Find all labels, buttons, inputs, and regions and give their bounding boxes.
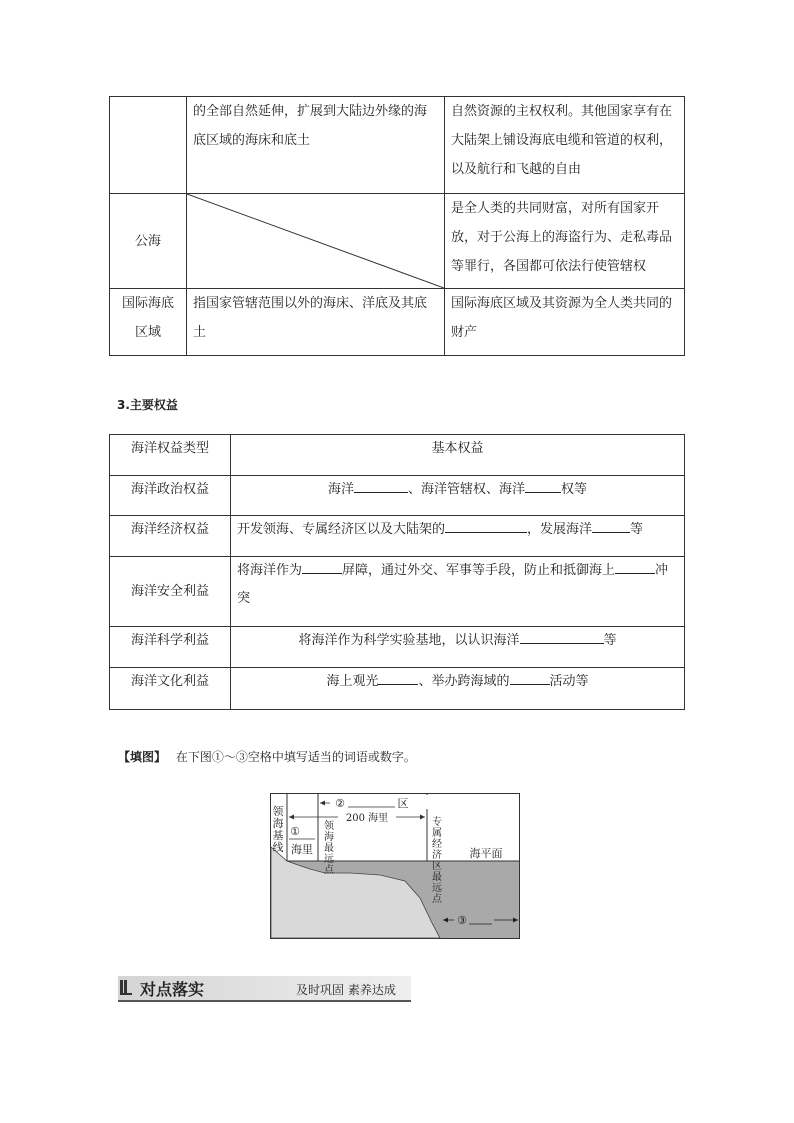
eez-point-char: 点 [432, 894, 442, 905]
table-row [110, 557, 685, 627]
fill-picture-text: 在下图①～③空格中填写适当的词语或数字。 [175, 750, 416, 764]
answer-blank[interactable] [510, 670, 550, 685]
section-banner [118, 976, 411, 1002]
territorial-point-char: 领 [324, 821, 334, 832]
text-part: 海上观光 [326, 674, 379, 689]
zone-name-cell: 国际海底区域 [110, 289, 187, 356]
diagonal-line [187, 194, 444, 288]
zone-scope-cell: 指国家管辖范围以外的海床、洋底及其底土 [187, 289, 445, 356]
zone-scope-cell: 的全部自然延伸，扩展到大陆边外缘的海底区域的海床和底土 [187, 97, 445, 194]
diagonal-empty-cell [187, 194, 445, 289]
rights-type: 海洋安全利益 [110, 557, 231, 627]
header-type: 海洋权益类型 [110, 435, 231, 476]
maritime-rights-table [109, 434, 685, 710]
text-part: ，发展海洋 [527, 522, 593, 537]
rights-type: 海洋政治权益 [110, 476, 231, 516]
answer-blank[interactable] [615, 559, 655, 574]
distance-label: 200 海里 [345, 813, 389, 824]
territorial-point-char: 最 [324, 843, 334, 854]
fill-picture-instruction [118, 748, 416, 765]
banner-title: 对点落实 [140, 980, 205, 999]
book-icon [120, 980, 132, 995]
text-part: 将海洋作为 [237, 563, 303, 578]
table-header-row [110, 435, 685, 476]
eez-point-char: 远 [432, 883, 442, 894]
text-part: 权等 [561, 482, 588, 497]
answer-blank[interactable] [520, 629, 604, 644]
text-part: 等 [603, 633, 617, 648]
baseline-label-char: 线 [272, 841, 284, 854]
haili-label: 海里 [291, 843, 313, 856]
text-part: 、海洋管辖权、海洋 [407, 482, 525, 497]
maritime-zones-diagram [270, 793, 521, 940]
rights-content [231, 627, 685, 668]
text-part: 屏障，通过外交、军事等手段，防止和抵御海上 [342, 563, 616, 578]
answer-blank[interactable] [445, 518, 527, 533]
zone-rights-cell: 国际海底区域及其资源为全人类共同的财产 [445, 289, 685, 356]
eez-point-char: 济 [432, 850, 442, 861]
answer-blank[interactable] [378, 670, 418, 685]
territorial-point-char: 远 [324, 854, 334, 865]
eez-point-char: 专 [432, 817, 442, 828]
banner-subtitle: 及时巩固 素养达成 [296, 983, 396, 997]
table-row [110, 289, 685, 356]
sea-level-label: 海平面 [469, 847, 503, 860]
rights-content [231, 557, 685, 627]
text-part: 将海洋作为科学实验基地，以认识海洋 [298, 633, 520, 648]
rights-type: 海洋科学利益 [110, 627, 231, 668]
maritime-zones-table [109, 96, 685, 356]
eez-point-char: 区 [432, 861, 442, 872]
text-part: 、举办跨海域的 [418, 674, 510, 689]
zone-rights-cell: 是全人类的共同财富，对所有国家开放，对于公海上的海盗行为、走私毒品等罪行，各国都可依法行使管辖权 [445, 194, 685, 289]
baseline-label-char: 基 [272, 829, 284, 842]
text-part: 等 [630, 522, 644, 537]
text-part: 开发领海、专属经济区以及大陆架的 [237, 522, 446, 537]
answer-blank[interactable] [525, 478, 561, 493]
blank-2-marker[interactable]: ② [335, 797, 345, 810]
table-row [110, 668, 685, 710]
rights-content [231, 476, 685, 516]
header-rights: 基本权益 [231, 435, 685, 476]
zone-rights-cell: 自然资源的主权权利。其他国家享有在大陆架上铺设海底电缆和管道的权利，以及航行和飞越的自由 [445, 97, 685, 194]
table-row [110, 627, 685, 668]
table-row [110, 476, 685, 516]
territorial-point-char: 点 [324, 865, 334, 876]
baseline-label-char: 海 [272, 817, 284, 830]
eez-point-char: 最 [432, 872, 442, 883]
table-row [110, 194, 685, 289]
answer-blank[interactable] [302, 559, 342, 574]
table-row [110, 97, 685, 194]
rights-type: 海洋文化利益 [110, 668, 231, 710]
eez-point-char: 经 [432, 839, 442, 850]
rights-content [231, 668, 685, 710]
baseline-label-char: 领 [272, 805, 284, 818]
answer-blank[interactable] [354, 478, 408, 493]
text-part: 活动等 [549, 674, 589, 689]
blank-1-marker[interactable]: ① [290, 825, 300, 838]
table-row [110, 516, 685, 557]
territorial-point-char: 海 [324, 832, 334, 843]
eez-point-char: 属 [432, 828, 442, 839]
fill-picture-tag: 【填图】 [118, 750, 167, 764]
section-heading: 3.主要权益 [117, 398, 178, 412]
rights-type: 海洋经济权益 [110, 516, 231, 557]
answer-blank[interactable] [592, 518, 630, 533]
text-part: 海洋 [327, 482, 354, 497]
blank-3-marker[interactable]: ③ [457, 914, 467, 927]
zone-suffix-label: 区 [397, 797, 409, 810]
zone-name-cell [110, 97, 187, 194]
zone-name-cell: 公海 [110, 194, 187, 289]
text-part: 冲突 [237, 563, 669, 606]
rights-content [231, 516, 685, 557]
